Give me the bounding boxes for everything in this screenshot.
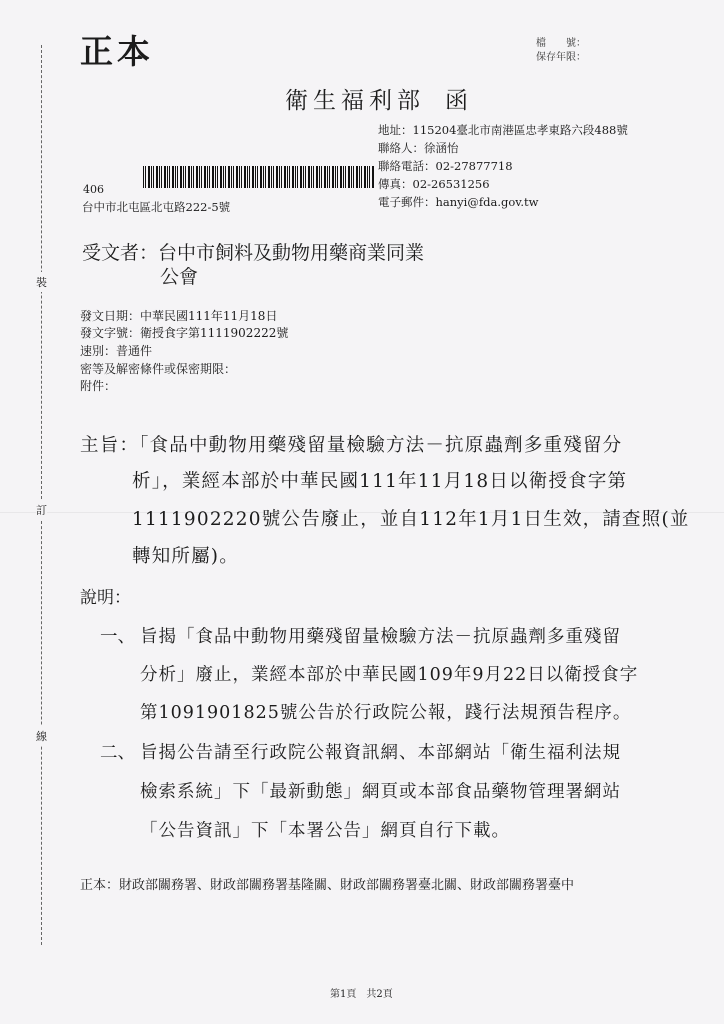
attachment-label: 附件： [80, 379, 117, 393]
explanation-label: 說明： [80, 588, 131, 608]
issue-date: 發文日期：中華民國111年11月18日 [80, 309, 278, 323]
subject-line-4: 轉知所屬)。 [132, 546, 239, 567]
margin-mark-zhuang: 裝 [36, 272, 47, 292]
document-title [285, 82, 473, 115]
sender-fax: 傳真：02-26531256 [378, 177, 490, 191]
sender-address: 地址：115204臺北市南港區忠孝東路六段488號 [378, 123, 628, 137]
item-2-line-3: 「公告資訊」下「本署公告」網頁自行下載。 [140, 821, 510, 841]
retention-period-label: 保存年限： [536, 52, 586, 63]
recipient-address: 台中市北屯區北屯路222-5號 [82, 200, 231, 214]
agency-name: 衛生福利部 [285, 88, 425, 114]
margin-mark-ding: 訂 [36, 500, 47, 520]
binding-line [41, 45, 42, 945]
secrecy-level: 密等及解密條件或保密期限： [80, 362, 237, 376]
carbon-copy-list: 正本：財政部關務署、財政部關務署基隆關、財政部關務署臺北關、財政部關務署臺中 [80, 878, 575, 893]
file-number-label: 檔 號： [536, 38, 586, 49]
sender-email: 電子郵件：hanyi@fda.gov.tw [378, 195, 539, 209]
sender-phone: 聯絡電話：02-27877718 [378, 159, 513, 173]
barcode [143, 166, 375, 188]
postal-code: 406 [83, 183, 104, 196]
sender-contact: 聯絡人：徐涵怡 [378, 141, 459, 155]
item-2-line-1: 旨揭公告請至行政院公報資訊網、本部網站「衛生福利法規 [140, 743, 621, 763]
document-type: 函 [445, 88, 473, 114]
item-1-line-2: 分析」廢止，業經本部於中華民國109年9月22日以衛授食字 [140, 665, 639, 685]
item-2-line-2: 檢索系統」下「最新動態」網頁或本部食品藥物管理署網站 [140, 782, 621, 802]
delivery-speed: 速別：普通件 [80, 344, 153, 358]
item-1-line-1: 旨揭「食品中動物用藥殘留量檢驗方法－抗原蟲劑多重殘留 [140, 627, 621, 647]
document-number: 發文字號：衛授食字第1111902222號 [80, 326, 289, 340]
subject-line-3: 1111902220號公告廢止，並自112年1月1日生效，請查照(並 [132, 509, 690, 530]
original-copy-stamp: 正本 [80, 32, 154, 71]
recipient-line-1: 受文者：台中市飼料及動物用藥商業同業 [82, 242, 425, 264]
item-marker-2: 二、 [100, 743, 135, 763]
item-1-line-3: 第1091901825號公告於行政院公報，踐行法規預告程序。 [140, 703, 632, 723]
margin-mark-xian: 線 [36, 726, 47, 746]
recipient-line-2: 公會 [160, 266, 199, 288]
subject-line-2: 析」，業經本部於中華民國111年11月18日以衛授食字第 [132, 471, 628, 492]
page-number: 第1頁 共2頁 [330, 989, 393, 1000]
subject-line-1: 主旨：「食品中動物用藥殘留量檢驗方法－抗原蟲劑多重殘留分 [80, 435, 623, 456]
item-marker-1: 一、 [100, 627, 135, 647]
